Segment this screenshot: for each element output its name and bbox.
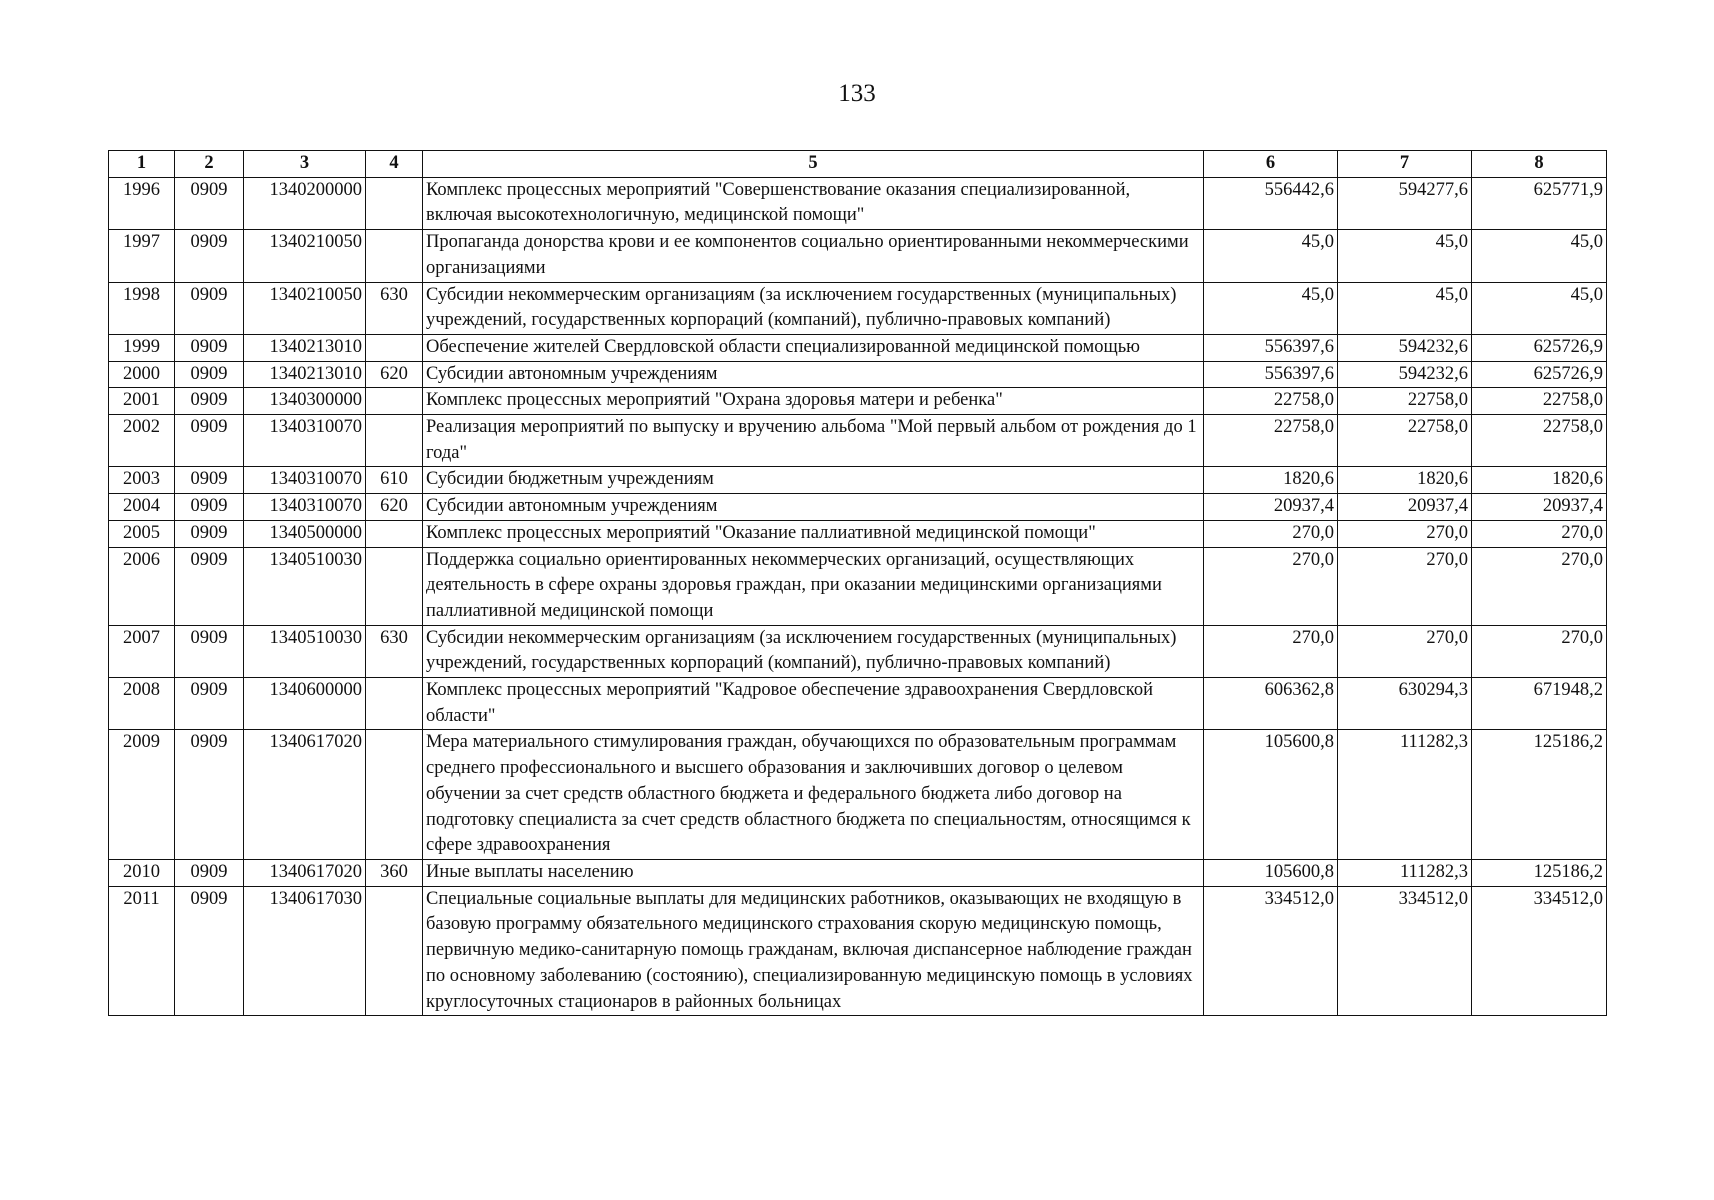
amount-col7-cell: 594277,6 (1338, 177, 1472, 229)
column-header: 6 (1204, 151, 1338, 178)
amount-col8-cell: 270,0 (1472, 625, 1607, 677)
expense-type-cell: 630 (366, 282, 423, 334)
description-cell: Комплекс процессных мероприятий "Совершенствование оказания специализированной, включая высокотехнологичную, медицинской помощи" (423, 177, 1204, 229)
amount-col7-cell: 630294,3 (1338, 678, 1472, 730)
table-row (109, 467, 1607, 494)
description-cell: Субсидии автономным учреждениям (423, 494, 1204, 521)
row-number-cell: 1999 (109, 334, 175, 361)
target-item-code-cell: 1340617020 (244, 730, 366, 860)
expense-type-cell (366, 547, 423, 625)
amount-col6-cell: 105600,8 (1204, 859, 1338, 886)
amount-col6-cell: 45,0 (1204, 282, 1338, 334)
description-cell: Реализация мероприятий по выпуску и вручению альбома "Мой первый альбом от рождения до 1 года" (423, 415, 1204, 467)
target-item-code-cell: 1340600000 (244, 678, 366, 730)
amount-col6-cell: 334512,0 (1204, 886, 1338, 1016)
amount-col8-cell: 270,0 (1472, 547, 1607, 625)
amount-col7-cell: 22758,0 (1338, 388, 1472, 415)
description-cell: Комплекс процессных мероприятий "Кадровое обеспечение здравоохранения Свердловской области" (423, 678, 1204, 730)
target-item-code-cell: 1340213010 (244, 334, 366, 361)
table-row (109, 859, 1607, 886)
amount-col8-cell: 625726,9 (1472, 334, 1607, 361)
expense-type-cell (366, 415, 423, 467)
column-header: 3 (244, 151, 366, 178)
section-code-cell: 0909 (175, 177, 244, 229)
row-number-cell: 1997 (109, 230, 175, 282)
table-row (109, 282, 1607, 334)
target-item-code-cell: 1340200000 (244, 177, 366, 229)
table-row (109, 625, 1607, 677)
amount-col6-cell: 556397,6 (1204, 334, 1338, 361)
column-header: 7 (1338, 151, 1472, 178)
description-cell: Поддержка социально ориентированных некоммерческих организаций, осуществляющих деятельность в сфере охраны здоровья граждан, при оказании медицинскими организациями паллиативной медицинской помощи (423, 547, 1204, 625)
amount-col8-cell: 270,0 (1472, 520, 1607, 547)
table-row (109, 415, 1607, 467)
amount-col8-cell: 22758,0 (1472, 415, 1607, 467)
column-header: 2 (175, 151, 244, 178)
section-code-cell: 0909 (175, 282, 244, 334)
section-code-cell: 0909 (175, 415, 244, 467)
description-cell: Субсидии автономным учреждениям (423, 361, 1204, 388)
target-item-code-cell: 1340310070 (244, 415, 366, 467)
table-row (109, 177, 1607, 229)
section-code-cell: 0909 (175, 730, 244, 860)
amount-col7-cell: 270,0 (1338, 520, 1472, 547)
amount-col7-cell: 22758,0 (1338, 415, 1472, 467)
expense-type-cell (366, 520, 423, 547)
budget-table (108, 150, 1607, 1016)
amount-col8-cell: 125186,2 (1472, 859, 1607, 886)
section-code-cell: 0909 (175, 494, 244, 521)
amount-col6-cell: 556397,6 (1204, 361, 1338, 388)
amount-col7-cell: 270,0 (1338, 547, 1472, 625)
amount-col6-cell: 270,0 (1204, 625, 1338, 677)
description-cell: Специальные социальные выплаты для медицинских работников, оказывающих не входящую в базовую программу обязательного медицинского страхования скорую медицинскую помощь, первичную медико-санитарную помощь гражданам, включая диспансерное наблюдение граждан по основному заболеванию (состоянию), специализированную медицинскую помощь в условиях круглосуточных стационаров в районных больницах (423, 886, 1204, 1016)
target-item-code-cell: 1340300000 (244, 388, 366, 415)
row-number-cell: 2011 (109, 886, 175, 1016)
row-number-cell: 1998 (109, 282, 175, 334)
row-number-cell: 2005 (109, 520, 175, 547)
row-number-cell: 2009 (109, 730, 175, 860)
amount-col7-cell: 334512,0 (1338, 886, 1472, 1016)
amount-col8-cell: 20937,4 (1472, 494, 1607, 521)
expense-type-cell (366, 177, 423, 229)
table-row (109, 388, 1607, 415)
section-code-cell: 0909 (175, 388, 244, 415)
amount-col7-cell: 1820,6 (1338, 467, 1472, 494)
amount-col7-cell: 111282,3 (1338, 859, 1472, 886)
expense-type-cell (366, 886, 423, 1016)
table-row (109, 547, 1607, 625)
expense-type-cell: 620 (366, 361, 423, 388)
expense-type-cell (366, 230, 423, 282)
amount-col7-cell: 45,0 (1338, 230, 1472, 282)
amount-col8-cell: 1820,6 (1472, 467, 1607, 494)
expense-type-cell (366, 730, 423, 860)
expense-type-cell: 610 (366, 467, 423, 494)
row-number-cell: 2001 (109, 388, 175, 415)
row-number-cell: 2008 (109, 678, 175, 730)
amount-col6-cell: 22758,0 (1204, 388, 1338, 415)
table-row (109, 494, 1607, 521)
amount-col8-cell: 671948,2 (1472, 678, 1607, 730)
amount-col6-cell: 1820,6 (1204, 467, 1338, 494)
amount-col6-cell: 22758,0 (1204, 415, 1338, 467)
table-row (109, 678, 1607, 730)
amount-col6-cell: 270,0 (1204, 520, 1338, 547)
description-cell: Мера материального стимулирования граждан, обучающихся по образовательным программам среднего профессионального и высшего образования и заключивших договор о целевом обучении за счет средств областного бюджета и федерального бюджета либо договор на подготовку специалиста за счет средств областного бюджета по специальностям, относящимся к сфере здравоохранения (423, 730, 1204, 860)
target-item-code-cell: 1340617030 (244, 886, 366, 1016)
target-item-code-cell: 1340210050 (244, 282, 366, 334)
amount-col6-cell: 270,0 (1204, 547, 1338, 625)
amount-col7-cell: 270,0 (1338, 625, 1472, 677)
column-header: 5 (423, 151, 1204, 178)
table-body (109, 177, 1607, 1016)
row-number-cell: 2003 (109, 467, 175, 494)
target-item-code-cell: 1340510030 (244, 547, 366, 625)
section-code-cell: 0909 (175, 361, 244, 388)
table-row (109, 334, 1607, 361)
amount-col8-cell: 45,0 (1472, 282, 1607, 334)
section-code-cell: 0909 (175, 886, 244, 1016)
amount-col7-cell: 594232,6 (1338, 361, 1472, 388)
section-code-cell: 0909 (175, 678, 244, 730)
description-cell: Пропаганда донорства крови и ее компонентов социально ориентированными некоммерческими организациями (423, 230, 1204, 282)
amount-col8-cell: 45,0 (1472, 230, 1607, 282)
expense-type-cell (366, 334, 423, 361)
amount-col8-cell: 125186,2 (1472, 730, 1607, 860)
description-cell: Иные выплаты населению (423, 859, 1204, 886)
row-number-cell: 2007 (109, 625, 175, 677)
expense-type-cell (366, 388, 423, 415)
amount-col7-cell: 111282,3 (1338, 730, 1472, 860)
row-number-cell: 2002 (109, 415, 175, 467)
amount-col6-cell: 45,0 (1204, 230, 1338, 282)
table-row (109, 230, 1607, 282)
target-item-code-cell: 1340210050 (244, 230, 366, 282)
amount-col6-cell: 606362,8 (1204, 678, 1338, 730)
description-cell: Комплекс процессных мероприятий "Охрана здоровья матери и ребенка" (423, 388, 1204, 415)
row-number-cell: 1996 (109, 177, 175, 229)
amount-col7-cell: 20937,4 (1338, 494, 1472, 521)
section-code-cell: 0909 (175, 859, 244, 886)
target-item-code-cell: 1340510030 (244, 625, 366, 677)
amount-col6-cell: 556442,6 (1204, 177, 1338, 229)
table-row (109, 520, 1607, 547)
expense-type-cell: 360 (366, 859, 423, 886)
description-cell: Обеспечение жителей Свердловской области специализированной медицинской помощью (423, 334, 1204, 361)
section-code-cell: 0909 (175, 547, 244, 625)
amount-col8-cell: 334512,0 (1472, 886, 1607, 1016)
table-row (109, 886, 1607, 1016)
amount-col6-cell: 20937,4 (1204, 494, 1338, 521)
section-code-cell: 0909 (175, 625, 244, 677)
section-code-cell: 0909 (175, 520, 244, 547)
description-cell: Субсидии некоммерческим организациям (за исключением государственных (муниципальных) учреждений, государственных корпораций (компаний), публично-правовых компаний) (423, 282, 1204, 334)
section-code-cell: 0909 (175, 467, 244, 494)
table-row (109, 361, 1607, 388)
page-number: 133 (838, 80, 876, 107)
amount-col7-cell: 45,0 (1338, 282, 1472, 334)
description-cell: Комплекс процессных мероприятий "Оказание паллиативной медицинской помощи" (423, 520, 1204, 547)
header-row (109, 151, 1607, 178)
description-cell: Субсидии бюджетным учреждениям (423, 467, 1204, 494)
section-code-cell: 0909 (175, 230, 244, 282)
column-header: 1 (109, 151, 175, 178)
description-cell: Субсидии некоммерческим организациям (за исключением государственных (муниципальных) учреждений, государственных корпораций (компаний), публично-правовых компаний) (423, 625, 1204, 677)
expense-type-cell: 620 (366, 494, 423, 521)
column-header: 4 (366, 151, 423, 178)
row-number-cell: 2004 (109, 494, 175, 521)
table-row (109, 730, 1607, 860)
target-item-code-cell: 1340617020 (244, 859, 366, 886)
expense-type-cell (366, 678, 423, 730)
amount-col8-cell: 625771,9 (1472, 177, 1607, 229)
section-code-cell: 0909 (175, 334, 244, 361)
amount-col6-cell: 105600,8 (1204, 730, 1338, 860)
row-number-cell: 2010 (109, 859, 175, 886)
amount-col8-cell: 22758,0 (1472, 388, 1607, 415)
target-item-code-cell: 1340310070 (244, 494, 366, 521)
row-number-cell: 2000 (109, 361, 175, 388)
amount-col8-cell: 625726,9 (1472, 361, 1607, 388)
target-item-code-cell: 1340310070 (244, 467, 366, 494)
target-item-code-cell: 1340500000 (244, 520, 366, 547)
amount-col7-cell: 594232,6 (1338, 334, 1472, 361)
row-number-cell: 2006 (109, 547, 175, 625)
column-header: 8 (1472, 151, 1607, 178)
target-item-code-cell: 1340213010 (244, 361, 366, 388)
expense-type-cell: 630 (366, 625, 423, 677)
